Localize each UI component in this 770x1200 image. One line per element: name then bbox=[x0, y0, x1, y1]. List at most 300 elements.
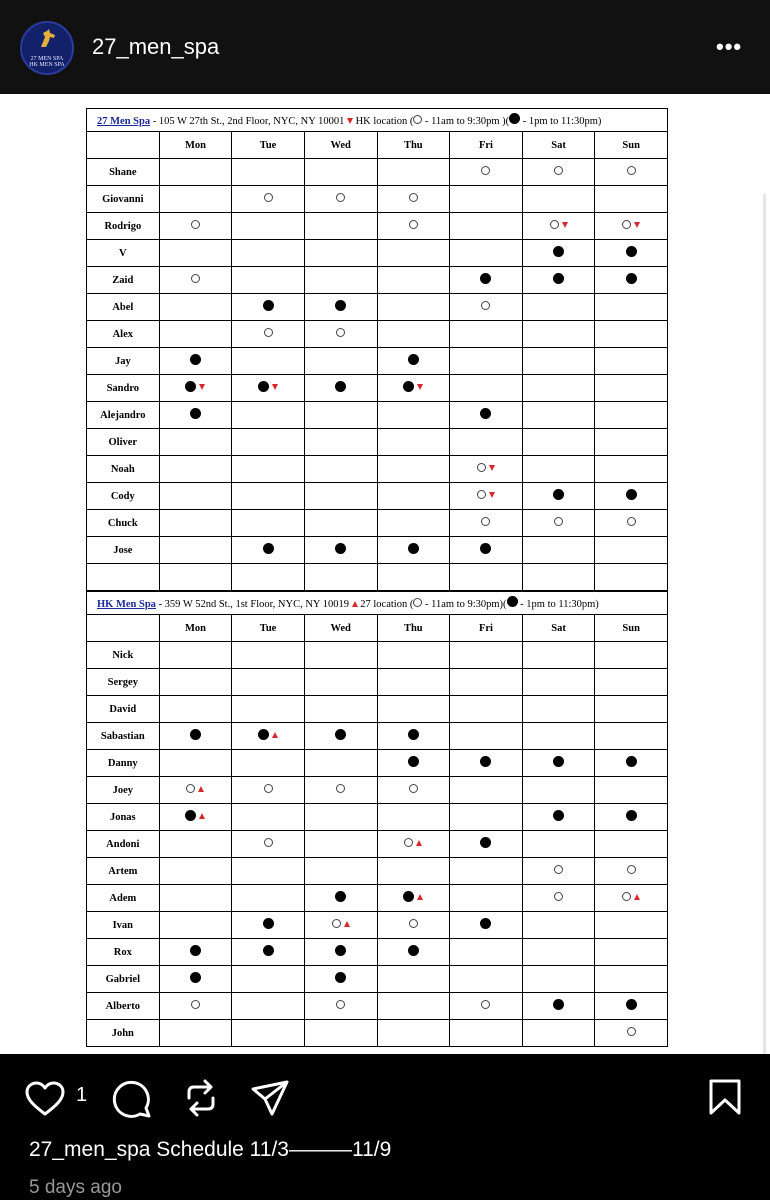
schedule-cell bbox=[159, 159, 232, 186]
open-circle-icon bbox=[409, 784, 418, 793]
schedule-cell bbox=[595, 750, 668, 777]
schedule-cell bbox=[522, 939, 595, 966]
schedule-cell bbox=[522, 402, 595, 429]
schedule-cell bbox=[450, 483, 523, 510]
schedule-cell bbox=[450, 966, 523, 993]
schedule-cell bbox=[377, 831, 450, 858]
open-circle-icon bbox=[336, 1000, 345, 1009]
schedule-cell bbox=[377, 564, 450, 591]
schedule-cell bbox=[595, 375, 668, 402]
caption-username[interactable]: 27_men_spa bbox=[29, 1138, 151, 1161]
filled-circle-icon bbox=[480, 408, 491, 419]
schedule-cell bbox=[159, 642, 232, 669]
filled-circle-icon bbox=[258, 381, 269, 392]
staff-name: Adem bbox=[87, 885, 160, 912]
shift-mark bbox=[408, 756, 419, 767]
shift-mark bbox=[627, 166, 636, 175]
table-row bbox=[87, 213, 668, 240]
day-header: Tue bbox=[232, 615, 305, 642]
schedule-cell bbox=[595, 723, 668, 750]
schedule-cell bbox=[450, 294, 523, 321]
table-row bbox=[87, 993, 668, 1020]
schedule-cell bbox=[159, 483, 232, 510]
schedule-cell bbox=[450, 213, 523, 240]
schedule-cell bbox=[522, 831, 595, 858]
schedule-cell bbox=[450, 642, 523, 669]
table-row bbox=[87, 267, 668, 294]
open-circle-icon bbox=[627, 865, 636, 874]
table-row bbox=[87, 858, 668, 885]
filled-circle-icon bbox=[480, 918, 491, 929]
triangle-down-icon bbox=[634, 222, 640, 228]
schedule-cell bbox=[595, 510, 668, 537]
day-header: Sat bbox=[522, 615, 595, 642]
open-circle-icon bbox=[413, 115, 422, 124]
open-circle-icon bbox=[477, 490, 486, 499]
schedule-cell bbox=[595, 186, 668, 213]
schedule-cell bbox=[232, 375, 305, 402]
table-row bbox=[87, 429, 668, 456]
shift-mark bbox=[409, 193, 418, 202]
open-circle-icon bbox=[554, 892, 563, 901]
schedule-cell bbox=[595, 348, 668, 375]
schedule-cell bbox=[522, 159, 595, 186]
staff-name: Alberto bbox=[87, 993, 160, 1020]
schedule-cell bbox=[595, 831, 668, 858]
schedule-cell bbox=[450, 912, 523, 939]
schedule-cell bbox=[232, 186, 305, 213]
day-header: Wed bbox=[304, 132, 377, 159]
schedule-cell bbox=[450, 402, 523, 429]
table-row bbox=[87, 966, 668, 993]
shift-mark bbox=[335, 300, 346, 311]
like-count[interactable]: 1 bbox=[76, 1084, 88, 1106]
address: - 359 W 52nd St., 1st Floor, NYC, NY 10019 bbox=[155, 599, 352, 610]
schedule-cell bbox=[522, 723, 595, 750]
schedule-cell bbox=[377, 348, 450, 375]
staff-name: Rodrigo bbox=[87, 213, 160, 240]
schedule-cell bbox=[450, 456, 523, 483]
table-row bbox=[87, 804, 668, 831]
shift-mark bbox=[264, 838, 273, 847]
schedule-cell bbox=[232, 483, 305, 510]
shift-mark bbox=[190, 354, 201, 365]
staff-name: Danny bbox=[87, 750, 160, 777]
shift-mark bbox=[554, 517, 563, 526]
day-header: Mon bbox=[159, 132, 232, 159]
shift-mark bbox=[191, 220, 200, 229]
table-row bbox=[87, 939, 668, 966]
schedule-cell bbox=[377, 993, 450, 1020]
shift-mark bbox=[336, 1000, 345, 1009]
comment-icon[interactable] bbox=[110, 1078, 152, 1118]
open-circle-icon bbox=[554, 865, 563, 874]
table-row bbox=[87, 348, 668, 375]
filled-circle-icon bbox=[626, 246, 637, 257]
triangle-down-icon bbox=[417, 384, 423, 390]
schedule-cell bbox=[159, 831, 232, 858]
schedule-cell bbox=[159, 1020, 232, 1047]
staff-name: Sergey bbox=[87, 669, 160, 696]
shift-mark bbox=[408, 729, 419, 740]
schedule-cell bbox=[450, 804, 523, 831]
filled-circle-icon bbox=[190, 972, 201, 983]
staff-name bbox=[87, 564, 160, 591]
shift-mark bbox=[626, 999, 637, 1010]
open-circle-icon bbox=[264, 838, 273, 847]
schedule-cell bbox=[522, 642, 595, 669]
schedule-cell bbox=[450, 429, 523, 456]
open-circle-icon bbox=[409, 220, 418, 229]
schedule-cell bbox=[159, 939, 232, 966]
schedule-cell bbox=[159, 402, 232, 429]
staff-name: John bbox=[87, 1020, 160, 1047]
schedule-cell bbox=[450, 186, 523, 213]
filled-circle-icon bbox=[263, 918, 274, 929]
table-row bbox=[87, 723, 668, 750]
day-header: Sun bbox=[595, 132, 668, 159]
staff-name: Zaid bbox=[87, 267, 160, 294]
staff-name: Alex bbox=[87, 321, 160, 348]
shift-mark bbox=[263, 543, 274, 554]
filled-circle-icon bbox=[190, 408, 201, 419]
open-circle-icon bbox=[409, 919, 418, 928]
schedule-cell bbox=[450, 348, 523, 375]
schedule-cell bbox=[304, 159, 377, 186]
schedule-cell bbox=[450, 159, 523, 186]
shift-mark bbox=[408, 945, 419, 956]
filled-circle-icon bbox=[185, 381, 196, 392]
staff-name: Joey bbox=[87, 777, 160, 804]
shift-mark bbox=[403, 381, 423, 392]
schedule-cell bbox=[450, 750, 523, 777]
schedule-cell bbox=[595, 294, 668, 321]
table-row bbox=[87, 240, 668, 267]
schedule-cell bbox=[595, 402, 668, 429]
filled-circle-icon bbox=[480, 837, 491, 848]
table-row bbox=[87, 321, 668, 348]
shift-mark bbox=[335, 381, 346, 392]
schedule-cell bbox=[304, 429, 377, 456]
filled-circle-icon bbox=[553, 756, 564, 767]
table-row bbox=[87, 159, 668, 186]
schedule-cell bbox=[232, 267, 305, 294]
shift-mark bbox=[481, 517, 490, 526]
shift-mark bbox=[626, 810, 637, 821]
schedule-cell bbox=[232, 294, 305, 321]
table-title bbox=[87, 592, 668, 615]
schedule-cell bbox=[522, 696, 595, 723]
day-header: Fri bbox=[450, 132, 523, 159]
schedule-cell bbox=[450, 240, 523, 267]
schedule-cell bbox=[304, 483, 377, 510]
schedule-cell bbox=[159, 321, 232, 348]
shift-mark bbox=[553, 489, 564, 500]
staff-name: Jay bbox=[87, 348, 160, 375]
filled-circle-icon bbox=[553, 273, 564, 284]
schedule-cell bbox=[450, 267, 523, 294]
repost-icon[interactable] bbox=[183, 1078, 219, 1118]
schedule-cell bbox=[304, 402, 377, 429]
filled-circle-icon bbox=[403, 381, 414, 392]
table-row bbox=[87, 750, 668, 777]
schedule-cell bbox=[595, 564, 668, 591]
post-image bbox=[0, 94, 770, 1054]
table-row bbox=[87, 1020, 668, 1047]
filled-circle-icon bbox=[480, 273, 491, 284]
schedule-cell bbox=[377, 804, 450, 831]
triangle-up-icon bbox=[417, 894, 423, 900]
schedule-cell bbox=[377, 186, 450, 213]
schedule-cell bbox=[159, 669, 232, 696]
legend-close: - 1pm to 11:30pm) bbox=[520, 116, 602, 127]
schedule-cell bbox=[159, 186, 232, 213]
shift-mark bbox=[622, 220, 640, 229]
schedule-cell bbox=[522, 483, 595, 510]
filled-circle-icon bbox=[626, 999, 637, 1010]
open-circle-icon bbox=[336, 193, 345, 202]
shift-mark bbox=[258, 729, 278, 740]
table-row bbox=[87, 669, 668, 696]
schedule-cell bbox=[159, 213, 232, 240]
filled-circle-icon bbox=[553, 999, 564, 1010]
schedule-cell bbox=[377, 537, 450, 564]
open-circle-icon bbox=[627, 1027, 636, 1036]
schedule-cell bbox=[304, 267, 377, 294]
day-header: Sat bbox=[522, 132, 595, 159]
schedule-cell bbox=[522, 777, 595, 804]
schedule-cell bbox=[377, 885, 450, 912]
day-header: Sun bbox=[595, 615, 668, 642]
schedule-cell bbox=[232, 564, 305, 591]
schedule-cell bbox=[232, 348, 305, 375]
table-row bbox=[87, 777, 668, 804]
filled-circle-icon bbox=[553, 246, 564, 257]
filled-circle-icon bbox=[185, 810, 196, 821]
corner-cell bbox=[87, 132, 160, 159]
schedule-cell bbox=[232, 159, 305, 186]
schedule-cell bbox=[450, 939, 523, 966]
schedule-cell bbox=[304, 456, 377, 483]
open-circle-icon bbox=[264, 784, 273, 793]
shift-mark bbox=[480, 756, 491, 767]
shift-mark bbox=[404, 838, 422, 847]
schedule-cell bbox=[522, 912, 595, 939]
shift-mark bbox=[480, 273, 491, 284]
schedule-cell bbox=[377, 723, 450, 750]
schedule-cell bbox=[450, 321, 523, 348]
staff-name: Gabriel bbox=[87, 966, 160, 993]
schedule-cell bbox=[595, 159, 668, 186]
marker-label: HK location bbox=[352, 116, 410, 127]
location-link[interactable]: 27 Men Spa bbox=[97, 116, 151, 127]
filled-circle-icon bbox=[335, 891, 346, 902]
avatar[interactable] bbox=[20, 21, 74, 75]
schedule-cell bbox=[304, 966, 377, 993]
staff-name: Rox bbox=[87, 939, 160, 966]
day-header-row bbox=[87, 132, 668, 159]
shift-mark bbox=[553, 999, 564, 1010]
triangle-up-icon bbox=[199, 813, 205, 819]
schedule-cell bbox=[304, 321, 377, 348]
open-circle-icon bbox=[481, 1000, 490, 1009]
schedule-cell bbox=[595, 993, 668, 1020]
schedule-cell bbox=[304, 777, 377, 804]
schedule-cell bbox=[450, 723, 523, 750]
schedule-cell bbox=[522, 858, 595, 885]
schedule-cell bbox=[304, 750, 377, 777]
schedule-cell bbox=[159, 696, 232, 723]
filled-circle-icon bbox=[480, 756, 491, 767]
shift-mark bbox=[553, 810, 564, 821]
schedule-cell bbox=[522, 186, 595, 213]
heart-icon[interactable] bbox=[25, 1081, 65, 1117]
schedule-cell bbox=[450, 993, 523, 1020]
header-username[interactable]: 27_men_spa bbox=[92, 34, 220, 59]
shift-mark bbox=[336, 328, 345, 337]
schedule-cell bbox=[595, 912, 668, 939]
shift-mark bbox=[627, 517, 636, 526]
schedule-cell bbox=[377, 483, 450, 510]
staff-name: Nick bbox=[87, 642, 160, 669]
triangle-up-icon bbox=[416, 840, 422, 846]
post-header bbox=[0, 0, 770, 94]
schedule-cell bbox=[304, 939, 377, 966]
open-circle-icon bbox=[191, 220, 200, 229]
schedule-cell bbox=[522, 966, 595, 993]
legend-mid: - 11am to 9:30pm )( bbox=[422, 116, 510, 127]
shift-mark bbox=[626, 273, 637, 284]
shift-mark bbox=[480, 918, 491, 929]
schedule-cell bbox=[304, 831, 377, 858]
shift-mark bbox=[622, 892, 640, 901]
shift-mark bbox=[335, 891, 346, 902]
shift-mark bbox=[336, 193, 345, 202]
schedule-cell bbox=[304, 669, 377, 696]
avatar-line-1: 27 MEN SPA bbox=[30, 56, 64, 62]
schedule-cell bbox=[304, 240, 377, 267]
filled-circle-icon bbox=[263, 300, 274, 311]
legend-close: - 1pm to 11:30pm) bbox=[517, 599, 599, 610]
schedule-cell bbox=[377, 213, 450, 240]
schedule-cell bbox=[377, 456, 450, 483]
schedule-cell bbox=[232, 723, 305, 750]
shift-mark bbox=[477, 490, 495, 499]
filled-circle-icon bbox=[190, 729, 201, 740]
filled-circle-icon bbox=[626, 810, 637, 821]
shift-mark bbox=[409, 784, 418, 793]
schedule-cell bbox=[232, 669, 305, 696]
schedule-cell bbox=[377, 159, 450, 186]
table-row bbox=[87, 375, 668, 402]
schedule-cell bbox=[304, 858, 377, 885]
staff-name: Ivan bbox=[87, 912, 160, 939]
shift-mark bbox=[263, 945, 274, 956]
schedule-cell bbox=[595, 483, 668, 510]
schedule-cell bbox=[159, 777, 232, 804]
table-row bbox=[87, 885, 668, 912]
triangle-down-icon bbox=[562, 222, 568, 228]
schedule-cell bbox=[159, 348, 232, 375]
schedule-cell bbox=[595, 966, 668, 993]
open-circle-icon bbox=[191, 274, 200, 283]
filled-circle-icon bbox=[408, 756, 419, 767]
shift-mark bbox=[409, 220, 418, 229]
legend-open: ( bbox=[409, 599, 414, 610]
schedule-cell bbox=[377, 642, 450, 669]
triangle-down-icon bbox=[272, 384, 278, 390]
schedule-cell bbox=[304, 804, 377, 831]
day-header: Tue bbox=[232, 132, 305, 159]
schedule-cell bbox=[304, 294, 377, 321]
table-row bbox=[87, 912, 668, 939]
staff-name: Giovanni bbox=[87, 186, 160, 213]
shift-mark bbox=[258, 381, 278, 392]
schedule-table-27 bbox=[86, 108, 668, 591]
schedule-cell bbox=[232, 939, 305, 966]
schedule-cell bbox=[522, 885, 595, 912]
triangle-down-icon bbox=[199, 384, 205, 390]
shift-mark bbox=[403, 891, 423, 902]
shift-mark bbox=[481, 166, 490, 175]
bookmark-icon[interactable] bbox=[708, 1078, 742, 1116]
open-circle-icon bbox=[481, 166, 490, 175]
schedule-cell bbox=[304, 348, 377, 375]
schedule-cell bbox=[304, 537, 377, 564]
schedule-cell bbox=[159, 375, 232, 402]
schedule-cell bbox=[304, 186, 377, 213]
open-circle-icon bbox=[481, 301, 490, 310]
schedule-cell bbox=[159, 885, 232, 912]
share-icon[interactable] bbox=[250, 1079, 290, 1117]
staff-name: Jose bbox=[87, 537, 160, 564]
schedule-cell bbox=[159, 966, 232, 993]
filled-circle-icon bbox=[263, 945, 274, 956]
schedule-cell bbox=[595, 642, 668, 669]
time-ago[interactable]: 5 days ago bbox=[29, 1177, 122, 1198]
table-row bbox=[87, 510, 668, 537]
filled-circle-icon bbox=[190, 945, 201, 956]
schedule-cell bbox=[595, 885, 668, 912]
shift-mark bbox=[553, 246, 564, 257]
filled-circle-icon bbox=[335, 300, 346, 311]
schedule-cell bbox=[450, 564, 523, 591]
table-row bbox=[87, 696, 668, 723]
schedule-cell bbox=[232, 402, 305, 429]
schedule-cell bbox=[595, 1020, 668, 1047]
schedule-cell bbox=[377, 294, 450, 321]
triangle-up-icon bbox=[272, 732, 278, 738]
open-circle-icon bbox=[554, 166, 563, 175]
schedule-cell bbox=[377, 939, 450, 966]
schedule-table-hk bbox=[86, 591, 668, 1047]
shift-mark bbox=[626, 489, 637, 500]
location-link[interactable]: HK Men Spa bbox=[97, 599, 156, 610]
filled-circle-icon bbox=[408, 543, 419, 554]
schedule-cell bbox=[595, 213, 668, 240]
schedule-cell bbox=[159, 510, 232, 537]
triangle-down-icon bbox=[489, 465, 495, 471]
table-row bbox=[87, 402, 668, 429]
schedule-cell bbox=[232, 885, 305, 912]
shift-mark bbox=[627, 1027, 636, 1036]
more-icon[interactable]: ••• bbox=[716, 34, 743, 59]
shift-mark bbox=[553, 756, 564, 767]
marker-label: 27 location bbox=[357, 599, 410, 610]
schedule-cell bbox=[377, 966, 450, 993]
schedule-cell bbox=[232, 213, 305, 240]
schedule-cell bbox=[304, 213, 377, 240]
